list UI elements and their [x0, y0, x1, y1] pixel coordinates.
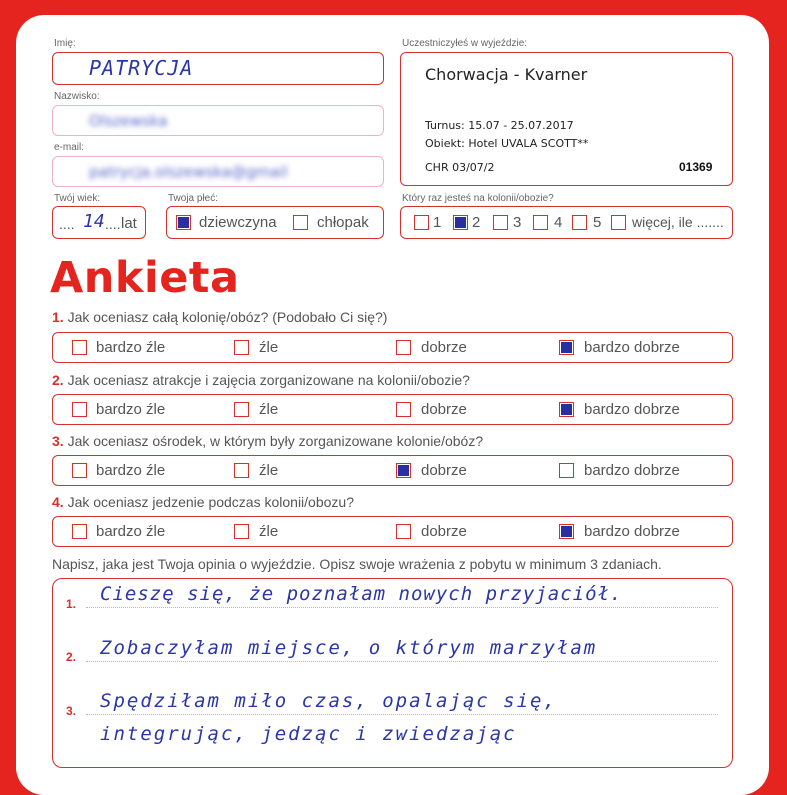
q4-checkbox-very-good[interactable] — [559, 524, 574, 539]
times-label: Który raz jesteś na kolonii/obozie? — [402, 193, 554, 204]
gender-checkbox-girl[interactable] — [176, 215, 191, 230]
email-field[interactable] — [52, 156, 384, 187]
question-2: 2. Jak oceniasz atrakcje i zajęcia zorganizowane na kolonii/obozie? — [52, 372, 470, 388]
q1-checkbox-bad[interactable] — [234, 340, 249, 355]
times-checkbox-1[interactable] — [414, 215, 429, 230]
times-option-3: 3 — [513, 214, 522, 231]
gender-label: Twoja płeć: — [168, 193, 219, 204]
opinion-line-number-1: 1. — [66, 597, 77, 611]
q4-checkbox-very-bad[interactable] — [72, 524, 87, 539]
q3-checkbox-very-good[interactable] — [559, 463, 574, 478]
name-field[interactable] — [52, 52, 384, 85]
surname-label: Nazwisko: — [54, 91, 100, 102]
q1-checkbox-very-good[interactable] — [559, 340, 574, 355]
trip-destination: Chorwacja - Kvarner — [425, 65, 588, 84]
times-checkbox-3[interactable] — [493, 215, 508, 230]
name-label: Imię: — [54, 38, 76, 49]
trip-label: Uczestniczyłeś w wyjeździe: — [402, 38, 528, 49]
question-4: 4. Jak oceniasz jedzenie podczas kolonii/obozu? — [52, 494, 354, 510]
age-label: Twój wiek: — [54, 193, 101, 204]
opinion-line-number-3: 3. — [66, 704, 77, 718]
question-3-answers: bardzo źle źle dobrze bardzo dobrze — [52, 455, 733, 486]
email-value: patrycja.olszewska@gmail — [89, 163, 288, 181]
question-3: 3. Jak oceniasz ośrodek, w którym były zorganizowane kolonie/obóz? — [52, 433, 484, 449]
gender-checkbox-boy[interactable] — [293, 215, 308, 230]
survey-title: Ankieta — [50, 253, 240, 303]
q3-checkbox-very-bad[interactable] — [72, 463, 87, 478]
question-2-answers: bardzo źle źle dobrze bardzo dobrze — [52, 394, 733, 425]
times-option-1: 1 — [433, 214, 442, 231]
trip-turnus: Turnus: 15.07 - 25.07.2017 — [425, 119, 574, 132]
q1-checkbox-very-bad[interactable] — [72, 340, 87, 355]
times-checkbox-more[interactable] — [611, 215, 626, 230]
trip-number: 01369 — [679, 160, 713, 174]
trip-code: CHR 03/07/2 — [425, 161, 495, 174]
trip-object: Obiekt: Hotel UVALA SCOTT** — [425, 137, 589, 150]
question-1-answers: bardzo źle źle dobrze bardzo dobrze — [52, 332, 733, 363]
age-value: 14 — [83, 211, 105, 232]
question-4-answers: bardzo źle źle dobrze bardzo dobrze — [52, 516, 733, 547]
opinion-line-3: Spędziłam miło czas, opalając się, — [100, 690, 557, 712]
times-option-2: 2 — [472, 214, 481, 231]
q4-checkbox-good[interactable] — [396, 524, 411, 539]
opinion-prompt: Napisz, jaka jest Twoja opinia o wyjeździe. Opisz swoje wrażenia z pobytu w minimum 3 zdaniach. — [52, 556, 662, 572]
surname-field[interactable] — [52, 105, 384, 136]
opinion-line-4: integrując, jedząc i zwiedzając — [100, 723, 517, 745]
q1-checkbox-good[interactable] — [396, 340, 411, 355]
times-checkbox-4[interactable] — [533, 215, 548, 230]
trip-box — [400, 52, 733, 186]
question-1: 1. Jak oceniasz całą kolonię/obóz? (Podobało Ci się?) — [52, 309, 388, 325]
q2-checkbox-good[interactable] — [396, 402, 411, 417]
q3-checkbox-bad[interactable] — [234, 463, 249, 478]
name-value: PATRYCJA — [89, 56, 194, 80]
q3-checkbox-good[interactable] — [396, 463, 411, 478]
q2-checkbox-very-bad[interactable] — [72, 402, 87, 417]
opinion-line-1: Cieszę się, że poznałam nowych przyjaciół. — [100, 583, 623, 605]
q4-checkbox-bad[interactable] — [234, 524, 249, 539]
q2-checkbox-very-good[interactable] — [559, 402, 574, 417]
times-option-more: więcej, ile ....... — [632, 214, 724, 230]
gender-option-boy: chłopak — [317, 214, 369, 231]
times-field — [400, 206, 733, 239]
gender-option-girl: dziewczyna — [199, 214, 277, 231]
opinion-line-2: Zobaczyłam miejsce, o którym marzyłam — [100, 637, 598, 659]
age-unit: lat — [121, 215, 137, 232]
surname-value: Olszewska — [89, 112, 168, 130]
times-option-5: 5 — [593, 214, 602, 231]
times-checkbox-2[interactable] — [453, 215, 468, 230]
q2-checkbox-bad[interactable] — [234, 402, 249, 417]
times-option-4: 4 — [554, 214, 563, 231]
times-checkbox-5[interactable] — [572, 215, 587, 230]
opinion-line-number-2: 2. — [66, 650, 77, 664]
email-label: e-mail: — [54, 142, 85, 153]
gender-field — [166, 206, 384, 239]
age-field[interactable]: .... 14 .... lat — [52, 206, 146, 239]
